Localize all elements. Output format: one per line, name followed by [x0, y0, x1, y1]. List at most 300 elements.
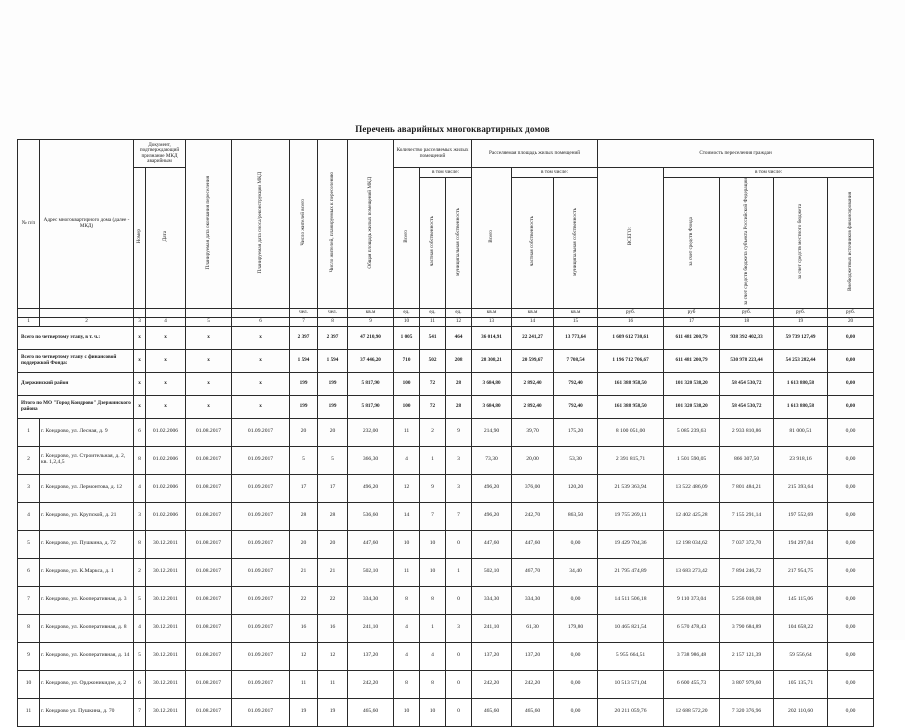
row-cost-total: 10 465 821,54 — [598, 614, 664, 642]
summary-cell-c4: х — [146, 372, 186, 395]
row-area-total: 465,60 — [472, 698, 512, 726]
column-number-cell: 4 — [146, 317, 186, 326]
unit-cell — [134, 308, 146, 317]
row-cost-local: 105 135,71 — [774, 670, 828, 698]
summary-cell-c6: х — [232, 395, 290, 418]
row-rooms-total: 12 — [394, 474, 420, 502]
row-cost-fund: 5 085 239,63 — [664, 418, 720, 446]
summary-cell-c8: 2 397 — [318, 326, 348, 349]
row-cost-regional: 5 256 018,08 — [720, 586, 774, 614]
row-number: 2 — [18, 446, 40, 474]
row-residents-planned: 20 — [318, 418, 348, 446]
row-cost-total: 2 391 815,71 — [598, 446, 664, 474]
header-cost-regional-text: за счет средств бюджета субъекта Российской Федерации — [742, 178, 749, 306]
emergency-housing-table — [17, 139, 874, 727]
summary-cell-c14: 22 241,27 — [512, 326, 554, 349]
row-cost-total: 10 513 571,04 — [598, 670, 664, 698]
row-cost-total: 21 539 363,94 — [598, 474, 664, 502]
column-number-cell: 8 — [318, 317, 348, 326]
row-cost-extra: 0,00 — [828, 670, 874, 698]
row-number: 10 — [18, 670, 40, 698]
column-number-cell: 15 — [554, 317, 598, 326]
row-relocation-date: 01.08.2017 — [186, 642, 232, 670]
header-planned-demolition-text: Планируемая дата сноса/реконструкции МКД — [256, 171, 263, 274]
summary-cell-c13: 36 014,91 — [472, 326, 512, 349]
row-demolition-date: 01.09.2017 — [232, 698, 290, 726]
row-doc-number: 4 — [134, 614, 146, 642]
summary-cell-c3: х — [134, 395, 146, 418]
header-cost-regional — [720, 178, 774, 309]
row-cost-fund: 13 683 273,42 — [664, 558, 720, 586]
summary-cell-c20: 0,00 — [828, 349, 874, 372]
row-area-municipal: 863,50 — [554, 502, 598, 530]
summary-cell-c3: х — [134, 349, 146, 372]
summary-cell-c5: х — [186, 395, 232, 418]
summary-cell-c4: х — [146, 349, 186, 372]
row-cost-fund: 6 570 478,43 — [664, 614, 720, 642]
row-total-area: 232,00 — [348, 418, 394, 446]
header-address: Адрес многоквартирного дома (далее - МКД) — [40, 140, 134, 309]
row-doc-date: 30.12.2011 — [146, 670, 186, 698]
row-relocation-date: 01.08.2017 — [186, 530, 232, 558]
row-address: г. Кондрово, ул. Пушкина, д. 72 — [40, 530, 134, 558]
row-relocation-date: 01.08.2017 — [186, 670, 232, 698]
column-number-cell: 6 — [232, 317, 290, 326]
row-number: 3 — [18, 474, 40, 502]
row-cost-extra: 0,00 — [828, 446, 874, 474]
row-doc-date: 30.12.2011 — [146, 586, 186, 614]
header-cost-fund — [664, 178, 720, 309]
table-row — [18, 558, 874, 586]
table-row — [18, 614, 874, 642]
row-doc-date: 30.12.2011 — [146, 530, 186, 558]
table-row — [18, 586, 874, 614]
row-relocation-date: 01.08.2017 — [186, 418, 232, 446]
header-cost-total-text: ВСЕГО: — [626, 227, 633, 246]
row-residents-total: 21 — [290, 558, 318, 586]
table-row — [18, 418, 874, 446]
row-rooms-municipal: 3 — [446, 474, 472, 502]
header-cost-group: Стоимость переселения граждан — [598, 140, 874, 168]
row-rooms-municipal: 0 — [446, 698, 472, 726]
row-rooms-private: 8 — [420, 670, 446, 698]
row-cost-extra: 0,00 — [828, 698, 874, 726]
summary-cell-c3: х — [134, 326, 146, 349]
column-number-cell: 14 — [512, 317, 554, 326]
row-relocation-date: 01.08.2017 — [186, 474, 232, 502]
summary-cell-c15: 792,40 — [554, 372, 598, 395]
summary-cell-c19: 1 613 880,58 — [774, 372, 828, 395]
row-number: 1 — [18, 418, 40, 446]
row-rooms-municipal: 0 — [446, 586, 472, 614]
table-row — [18, 670, 874, 698]
summary-cell-c3: х — [134, 372, 146, 395]
unit-cell: ед. — [420, 308, 446, 317]
unit-cell: руб — [664, 308, 720, 317]
row-area-private: 467,70 — [512, 558, 554, 586]
table-row — [18, 502, 874, 530]
row-number: 6 — [18, 558, 40, 586]
row-residents-total: 5 — [290, 446, 318, 474]
header-total-area — [348, 140, 394, 309]
row-doc-date: 30.12.2011 — [146, 558, 186, 586]
row-address: г. Кондрово, ул. Строительная, д. 2, кв. 1,2,4,5 — [40, 446, 134, 474]
row-cost-regional: 7 320 376,96 — [720, 698, 774, 726]
row-demolition-date: 01.09.2017 — [232, 530, 290, 558]
summary-cell-c9: 5 817,90 — [348, 395, 394, 418]
column-number-cell: 18 — [720, 317, 774, 326]
header-doc-number-text: Номер — [135, 229, 142, 244]
header-cost-fund-text: за счет средств Фонда — [687, 217, 694, 266]
header-total-area-text: Общая площадь жилых помещений МКД — [366, 176, 373, 269]
unit-cell — [40, 308, 134, 317]
summary-cell-c15: 792,40 — [554, 395, 598, 418]
row-rooms-total: 11 — [394, 558, 420, 586]
column-number-cell: 11 — [420, 317, 446, 326]
row-total-area: 366,30 — [348, 446, 394, 474]
summary-cell-c17: 101 320 538,20 — [664, 372, 720, 395]
header-cost-incl: в том числе: — [664, 168, 874, 178]
row-doc-date: 30.12.2011 — [146, 642, 186, 670]
unit-cell: чел. — [290, 308, 318, 317]
row-doc-number: 6 — [134, 418, 146, 446]
row-rooms-private: 10 — [420, 698, 446, 726]
unit-cell: кв.м — [348, 308, 394, 317]
summary-cell-c7: 199 — [290, 395, 318, 418]
row-residents-planned: 22 — [318, 586, 348, 614]
summary-cell-c15: 13 773,64 — [554, 326, 598, 349]
row-demolition-date: 01.09.2017 — [232, 418, 290, 446]
summary-cell-c9: 37 446,20 — [348, 349, 394, 372]
row-demolition-date: 01.09.2017 — [232, 502, 290, 530]
summary-cell-c12: 28 — [446, 395, 472, 418]
header-area-municipal — [554, 178, 598, 309]
table-row — [18, 446, 874, 474]
summary-cell-c16: 1 196 712 706,67 — [598, 349, 664, 372]
row-cost-regional: 7 894 246,72 — [720, 558, 774, 586]
summary-cell-c5: х — [186, 326, 232, 349]
summary-cell-c6: х — [232, 349, 290, 372]
row-area-municipal: 0,00 — [554, 586, 598, 614]
row-cost-total: 14 511 506,18 — [598, 586, 664, 614]
row-rooms-total: 8 — [394, 670, 420, 698]
header-rooms-private — [420, 178, 446, 309]
row-relocation-date: 01.08.2017 — [186, 586, 232, 614]
row-number: 11 — [18, 698, 40, 726]
summary-cell-c18: 58 454 530,72 — [720, 395, 774, 418]
row-total-area: 496,20 — [348, 474, 394, 502]
row-relocation-date: 01.08.2017 — [186, 502, 232, 530]
unit-cell: кв.м — [472, 308, 512, 317]
header-rooms-municipal — [446, 178, 472, 309]
row-residents-total: 22 — [290, 586, 318, 614]
summary-cell-c11: 72 — [420, 372, 446, 395]
row-rooms-municipal: 9 — [446, 418, 472, 446]
row-residents-planned: 17 — [318, 474, 348, 502]
row-residents-planned: 12 — [318, 642, 348, 670]
row-number: 8 — [18, 614, 40, 642]
summary-row — [18, 395, 874, 418]
row-area-total: 447,60 — [472, 530, 512, 558]
header-area-total — [472, 168, 512, 309]
row-rooms-total: 4 — [394, 642, 420, 670]
summary-cell-c20: 0,00 — [828, 372, 874, 395]
row-cost-regional: 7 155 291,14 — [720, 502, 774, 530]
row-rooms-total: 11 — [394, 418, 420, 446]
column-number-cell: 13 — [472, 317, 512, 326]
summary-cell-c17: 101 320 538,20 — [664, 395, 720, 418]
summary-cell-c7: 199 — [290, 372, 318, 395]
row-address: г. Кондрово, ул. Кооперативная, д. 14 — [40, 642, 134, 670]
column-number-cell: 9 — [348, 317, 394, 326]
row-doc-date: 30.12.2011 — [146, 698, 186, 726]
row-relocation-date: 01.08.2017 — [186, 698, 232, 726]
table-row — [18, 698, 874, 726]
row-cost-total: 20 211 059,76 — [598, 698, 664, 726]
row-rooms-private: 1 — [420, 614, 446, 642]
row-total-area: 242,20 — [348, 670, 394, 698]
header-area-private — [512, 178, 554, 309]
row-area-private: 376,00 — [512, 474, 554, 502]
row-area-total: 496,20 — [472, 502, 512, 530]
row-address: г. Кондрово, ул. Орджоникидзе, д. 2 — [40, 670, 134, 698]
row-cost-fund: 9 110 373,04 — [664, 586, 720, 614]
row-total-area: 465,60 — [348, 698, 394, 726]
row-residents-total: 20 — [290, 530, 318, 558]
row-cost-total: 19 755 269,11 — [598, 502, 664, 530]
row-rooms-private: 8 — [420, 586, 446, 614]
row-cost-extra: 0,00 — [828, 474, 874, 502]
row-doc-number: 5 — [134, 642, 146, 670]
row-area-municipal: 53,30 — [554, 446, 598, 474]
row-rooms-private: 4 — [420, 642, 446, 670]
row-area-private: 137,20 — [512, 642, 554, 670]
summary-cell-c7: 2 397 — [290, 326, 318, 349]
header-area-private-text: частная собственность — [528, 216, 535, 267]
row-rooms-municipal: 3 — [446, 614, 472, 642]
summary-cell-c16: 161 388 958,50 — [598, 372, 664, 395]
row-number: 4 — [18, 502, 40, 530]
summary-cell-c8: 199 — [318, 372, 348, 395]
row-relocation-date: 01.08.2017 — [186, 558, 232, 586]
summary-cell-c4: х — [146, 395, 186, 418]
row-area-private: 334,30 — [512, 586, 554, 614]
row-area-private: 447,60 — [512, 530, 554, 558]
summary-cell-c19: 59 739 127,49 — [774, 326, 828, 349]
row-area-total: 334,30 — [472, 586, 512, 614]
row-cost-extra: 0,00 — [828, 558, 874, 586]
row-doc-number: 7 — [134, 698, 146, 726]
unit-cell: кв.м — [554, 308, 598, 317]
summary-label: Всего по четвертому этапу, в т. ч.: — [18, 326, 134, 349]
row-demolition-date: 01.09.2017 — [232, 474, 290, 502]
summary-cell-c13: 3 684,80 — [472, 372, 512, 395]
summary-cell-c13: 3 684,80 — [472, 395, 512, 418]
summary-cell-c15: 7 708,54 — [554, 349, 598, 372]
row-area-private: 20,00 — [512, 446, 554, 474]
row-rooms-municipal: 1 — [446, 558, 472, 586]
header-rooms-total — [394, 168, 420, 309]
row-cost-local: 202 110,60 — [774, 698, 828, 726]
header-doc-date — [146, 168, 186, 309]
row-residents-total: 28 — [290, 502, 318, 530]
summary-row — [18, 349, 874, 372]
header-residents-total — [290, 140, 318, 309]
row-number: 7 — [18, 586, 40, 614]
summary-cell-c13: 28 308,21 — [472, 349, 512, 372]
summary-cell-c6: х — [232, 372, 290, 395]
row-area-municipal: 120,20 — [554, 474, 598, 502]
summary-cell-c10: 1 005 — [394, 326, 420, 349]
column-number-cell: 17 — [664, 317, 720, 326]
row-cost-regional: 3 807 979,60 — [720, 670, 774, 698]
row-cost-regional: 3 790 684,89 — [720, 614, 774, 642]
unit-cell: ед. — [446, 308, 472, 317]
row-residents-total: 17 — [290, 474, 318, 502]
row-doc-date: 01.02.2006 — [146, 474, 186, 502]
row-residents-planned: 5 — [318, 446, 348, 474]
row-residents-planned: 19 — [318, 698, 348, 726]
row-area-municipal: 0,00 — [554, 698, 598, 726]
summary-cell-c10: 100 — [394, 372, 420, 395]
row-residents-total: 12 — [290, 642, 318, 670]
row-doc-date: 30.12.2011 — [146, 614, 186, 642]
summary-row — [18, 372, 874, 395]
column-number-cell: 10 — [394, 317, 420, 326]
row-relocation-date: 01.08.2017 — [186, 446, 232, 474]
summary-cell-c11: 541 — [420, 326, 446, 349]
row-rooms-total: 14 — [394, 502, 420, 530]
row-rooms-total: 10 — [394, 698, 420, 726]
row-demolition-date: 01.09.2017 — [232, 558, 290, 586]
row-rooms-private: 7 — [420, 502, 446, 530]
unit-cell: кв.м — [512, 308, 554, 317]
header-doc-date-text: Дата — [161, 231, 168, 242]
row-area-municipal: 0,00 — [554, 642, 598, 670]
header-rooms-private-text: частная собственность — [428, 216, 435, 267]
row-number: 5 — [18, 530, 40, 558]
row-area-municipal: 175,20 — [554, 418, 598, 446]
row-cost-local: 104 658,22 — [774, 614, 828, 642]
row-cost-regional: 2 933 810,86 — [720, 418, 774, 446]
row-cost-local: 217 954,75 — [774, 558, 828, 586]
row-rooms-municipal: 3 — [446, 446, 472, 474]
row-cost-fund: 12 198 034,62 — [664, 530, 720, 558]
summary-cell-c12: 28 — [446, 372, 472, 395]
row-residents-total: 11 — [290, 670, 318, 698]
table-row — [18, 530, 874, 558]
summary-cell-c18: 58 454 530,72 — [720, 372, 774, 395]
row-demolition-date: 01.09.2017 — [232, 614, 290, 642]
row-cost-extra: 0,00 — [828, 614, 874, 642]
row-residents-total: 20 — [290, 418, 318, 446]
summary-cell-c14: 2 892,40 — [512, 372, 554, 395]
row-area-total: 502,10 — [472, 558, 512, 586]
row-area-municipal: 0,00 — [554, 530, 598, 558]
row-total-area: 536,60 — [348, 502, 394, 530]
row-rooms-municipal: 0 — [446, 530, 472, 558]
summary-cell-c7: 1 594 — [290, 349, 318, 372]
row-cost-fund: 13 522 486,09 — [664, 474, 720, 502]
summary-cell-c14: 20 599,67 — [512, 349, 554, 372]
row-demolition-date: 01.09.2017 — [232, 642, 290, 670]
header-planned-relocation-text: Планируемая дата окончания переселения — [204, 175, 211, 270]
row-cost-extra: 0,00 — [828, 530, 874, 558]
summary-label: Всего по четвертому этапу с финансовой поддержкой Фонда: — [18, 349, 134, 372]
row-area-total: 241,10 — [472, 614, 512, 642]
summary-cell-c20: 0,00 — [828, 395, 874, 418]
row-cost-regional: 866 307,50 — [720, 446, 774, 474]
row-cost-extra: 0,00 — [828, 502, 874, 530]
row-cost-fund: 12 688 572,20 — [664, 698, 720, 726]
row-area-municipal: 34,40 — [554, 558, 598, 586]
summary-cell-c11: 72 — [420, 395, 446, 418]
row-address: г. Кондрово, ул. Лесная, д. 9 — [40, 418, 134, 446]
header-rooms-group: Количество расселяемых жилых помещений — [394, 140, 472, 168]
row-cost-regional: 7 037 372,70 — [720, 530, 774, 558]
row-cost-fund: 3 738 986,48 — [664, 642, 720, 670]
summary-cell-c8: 1 594 — [318, 349, 348, 372]
header-doc-group: Документ, подтверждающий признание МКД аварийным — [134, 140, 186, 168]
row-rooms-municipal: 0 — [446, 670, 472, 698]
row-residents-total: 16 — [290, 614, 318, 642]
header-area-total-text: Всего — [487, 230, 494, 243]
row-cost-local: 194 297,04 — [774, 530, 828, 558]
summary-row — [18, 326, 874, 349]
row-area-municipal: 0,00 — [554, 670, 598, 698]
header-residents-total-text: Число жителей всего — [299, 199, 306, 246]
row-residents-planned: 21 — [318, 558, 348, 586]
document-title: Перечень аварийных многоквартирных домов — [355, 124, 550, 134]
unit-cell — [232, 308, 290, 317]
unit-cell: руб. — [720, 308, 774, 317]
row-doc-date: 01.02.2006 — [146, 502, 186, 530]
header-area-incl: в том числе: — [512, 168, 598, 178]
summary-cell-c12: 464 — [446, 326, 472, 349]
column-number-cell: 19 — [774, 317, 828, 326]
row-area-total: 496,20 — [472, 474, 512, 502]
units-row — [18, 308, 874, 317]
row-cost-total: 8 100 051,00 — [598, 418, 664, 446]
summary-cell-c17: 611 481 200,79 — [664, 349, 720, 372]
row-relocation-date: 01.08.2017 — [186, 614, 232, 642]
summary-cell-c10: 100 — [394, 395, 420, 418]
row-demolition-date: 01.09.2017 — [232, 446, 290, 474]
row-residents-total: 19 — [290, 698, 318, 726]
column-number-cell: 12 — [446, 317, 472, 326]
unit-cell: руб. — [774, 308, 828, 317]
row-area-private: 465,60 — [512, 698, 554, 726]
summary-cell-c17: 611 481 200,79 — [664, 326, 720, 349]
row-address: г. Кондрово, ул. Крупской, д. 21 — [40, 502, 134, 530]
summary-cell-c16: 1 609 612 730,61 — [598, 326, 664, 349]
header-area-group: Расселяемая площадь жилых помещений — [472, 140, 598, 168]
row-cost-fund: 6 600 455,73 — [664, 670, 720, 698]
row-total-area: 137,20 — [348, 642, 394, 670]
summary-label: Итого по МО "Город Кондрово" Дзержинского района — [18, 395, 134, 418]
summary-cell-c18: 530 978 223,44 — [720, 349, 774, 372]
header-rooms-incl: в том числе: — [420, 168, 472, 178]
row-total-area: 241,10 — [348, 614, 394, 642]
summary-label: Дзержинский район — [18, 372, 134, 395]
row-area-private: 39,70 — [512, 418, 554, 446]
row-cost-total: 5 955 664,51 — [598, 642, 664, 670]
summary-cell-c4: х — [146, 326, 186, 349]
column-number-cell: 2 — [40, 317, 134, 326]
unit-cell: ед. — [394, 308, 420, 317]
column-number-cell: 3 — [134, 317, 146, 326]
row-area-private: 242,20 — [512, 670, 554, 698]
